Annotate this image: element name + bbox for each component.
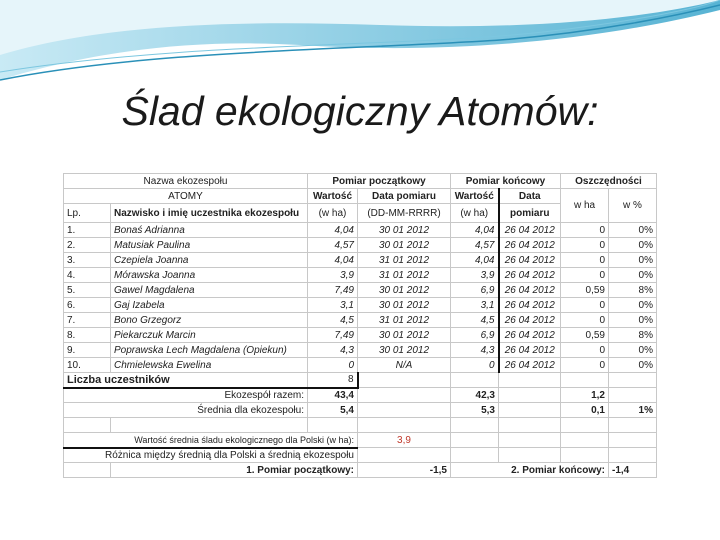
cell-name: Czepiela Joanna <box>111 253 308 268</box>
table-row <box>64 268 657 283</box>
avg-savings-pct: 1% <box>609 403 657 418</box>
cell-name: Gaj Izabela <box>111 298 308 313</box>
cell-name: Mórawska Joanna <box>111 268 308 283</box>
cell-spct: 0% <box>609 298 657 313</box>
cell-v2: 3,1 <box>451 298 499 313</box>
diff-end: -1,4 <box>609 463 657 478</box>
diff-label: Różnica między średnią dla Polski a średnią ekozespołu <box>64 448 358 463</box>
cell-v1: 4,04 <box>308 253 358 268</box>
cell-spct: 0% <box>609 238 657 253</box>
cell-spct: 0% <box>609 223 657 238</box>
cell-sha: 0 <box>561 268 609 283</box>
cell-d1: 30 01 2012 <box>358 298 451 313</box>
avg-end: 5,3 <box>451 403 499 418</box>
cell-v2: 6,9 <box>451 328 499 343</box>
cell-lp: 3. <box>64 253 111 268</box>
cell-spct: 0% <box>609 253 657 268</box>
cell-v2: 4,57 <box>451 238 499 253</box>
avg-label: Średnia dla ekozespołu: <box>64 403 308 418</box>
cell-lp: 6. <box>64 298 111 313</box>
avg-savings: 0,1 <box>561 403 609 418</box>
cell-name: Poprawska Lech Magdalena (Opiekun) <box>111 343 308 358</box>
cell-v1: 4,04 <box>308 223 358 238</box>
cell-d1: 30 01 2012 <box>358 283 451 298</box>
cell-name: Gawel Magdalena <box>111 283 308 298</box>
cell-d2: 26 04 2012 <box>499 328 561 343</box>
cell-v2: 4,04 <box>451 253 499 268</box>
cell-lp: 7. <box>64 313 111 328</box>
cell-lp: 2. <box>64 238 111 253</box>
cell-v1: 7,49 <box>308 328 358 343</box>
cell-sha: 0 <box>561 253 609 268</box>
table-row <box>64 283 657 298</box>
total-end: 42,3 <box>451 388 499 403</box>
diff-start: -1,5 <box>358 463 451 478</box>
cell-v2: 6,9 <box>451 283 499 298</box>
poland-label: Wartość średnia śladu ekologicznego dla Polski (w ha): <box>64 433 358 448</box>
total-label: Ekozespół razem: <box>64 388 308 403</box>
poland-value: 3,9 <box>358 433 451 448</box>
cell-d2: 26 04 2012 <box>499 238 561 253</box>
table-row <box>64 313 657 328</box>
cell-sha: 0 <box>561 313 609 328</box>
header-value-unit: (w ha) <box>308 204 358 223</box>
header-date: Data pomiaru <box>358 189 451 204</box>
team-name: ATOMY <box>64 189 308 204</box>
cell-d2: 26 04 2012 <box>499 253 561 268</box>
cell-d1: 30 01 2012 <box>358 343 451 358</box>
total-start: 43,4 <box>308 388 358 403</box>
cell-sha: 0 <box>561 298 609 313</box>
cell-name: Bonaś Adrianna <box>111 223 308 238</box>
cell-sha: 0 <box>561 223 609 238</box>
header-value-end: Wartość <box>451 189 499 204</box>
participants-count: 8 <box>308 373 358 388</box>
avg-start: 5,4 <box>308 403 358 418</box>
header-value: Wartość <box>308 189 358 204</box>
cell-name: Chmielewska Ewelina <box>111 358 308 373</box>
cell-v1: 3,1 <box>308 298 358 313</box>
cell-d2: 26 04 2012 <box>499 268 561 283</box>
header-date-format: (DD-MM-RRRR) <box>358 204 451 223</box>
slide-title: Ślad ekologiczny Atomów: <box>121 88 599 134</box>
cell-d1: 31 01 2012 <box>358 253 451 268</box>
cell-v2: 4,5 <box>451 313 499 328</box>
cell-d2: 26 04 2012 <box>499 283 561 298</box>
header-team-name: Nazwa ekozespołu <box>64 174 308 189</box>
cell-v1: 4,5 <box>308 313 358 328</box>
table-row <box>64 328 657 343</box>
header-lp: Lp. <box>64 204 111 223</box>
cell-lp: 8. <box>64 328 111 343</box>
cell-sha: 0,59 <box>561 283 609 298</box>
header-savings: Oszczędności <box>561 174 657 189</box>
cell-v2: 3,9 <box>451 268 499 283</box>
decorative-header-swoosh <box>0 0 720 90</box>
cell-lp: 9. <box>64 343 111 358</box>
cell-v2: 4,04 <box>451 223 499 238</box>
cell-d2: 26 04 2012 <box>499 343 561 358</box>
cell-v2: 4,3 <box>451 343 499 358</box>
header-date-end: Data <box>499 189 561 204</box>
cell-d1: 30 01 2012 <box>358 328 451 343</box>
cell-spct: 0% <box>609 343 657 358</box>
cell-d2: 26 04 2012 <box>499 313 561 328</box>
diff-start-label: 1. Pomiar początkowy: <box>111 463 358 478</box>
cell-d2: 26 04 2012 <box>499 358 561 373</box>
cell-name: Bono Grzegorz <box>111 313 308 328</box>
cell-d1: N/A <box>358 358 451 373</box>
cell-sha: 0 <box>561 358 609 373</box>
cell-lp: 1. <box>64 223 111 238</box>
table-row <box>64 358 657 373</box>
cell-v1: 3,9 <box>308 268 358 283</box>
header-start: Pomiar początkowy <box>308 174 451 189</box>
cell-spct: 0% <box>609 313 657 328</box>
cell-v1: 4,3 <box>308 343 358 358</box>
participants-label: Liczba uczestników <box>64 373 308 388</box>
header-wpct: w % <box>609 189 657 223</box>
ecological-footprint-table <box>63 173 657 478</box>
header-wha: w ha <box>561 189 609 223</box>
cell-v2: 0 <box>451 358 499 373</box>
cell-sha: 0,59 <box>561 328 609 343</box>
cell-d1: 31 01 2012 <box>358 268 451 283</box>
table-row <box>64 343 657 358</box>
header-end: Pomiar końcowy <box>451 174 561 189</box>
header-date-end-2: pomiaru <box>499 204 561 223</box>
cell-lp: 5. <box>64 283 111 298</box>
cell-spct: 0% <box>609 268 657 283</box>
cell-d1: 30 01 2012 <box>358 223 451 238</box>
header-value-unit-end: (w ha) <box>451 204 499 223</box>
cell-spct: 8% <box>609 283 657 298</box>
cell-lp: 10. <box>64 358 111 373</box>
cell-name: Piekarczuk Marcin <box>111 328 308 343</box>
cell-d1: 31 01 2012 <box>358 313 451 328</box>
diff-end-label: 2. Pomiar końcowy: <box>451 463 609 478</box>
table-row <box>64 238 657 253</box>
table-row <box>64 253 657 268</box>
cell-d2: 26 04 2012 <box>499 298 561 313</box>
total-savings: 1,2 <box>561 388 609 403</box>
table-row <box>64 298 657 313</box>
cell-sha: 0 <box>561 343 609 358</box>
cell-d2: 26 04 2012 <box>499 223 561 238</box>
cell-v1: 4,57 <box>308 238 358 253</box>
cell-v1: 7,49 <box>308 283 358 298</box>
cell-v1: 0 <box>308 358 358 373</box>
cell-d1: 30 01 2012 <box>358 238 451 253</box>
cell-sha: 0 <box>561 238 609 253</box>
cell-spct: 0% <box>609 358 657 373</box>
cell-lp: 4. <box>64 268 111 283</box>
table-row <box>64 223 657 238</box>
header-name: Nazwisko i imię uczestnika ekozespołu <box>111 204 308 223</box>
cell-spct: 8% <box>609 328 657 343</box>
cell-name: Matusiak Paulina <box>111 238 308 253</box>
